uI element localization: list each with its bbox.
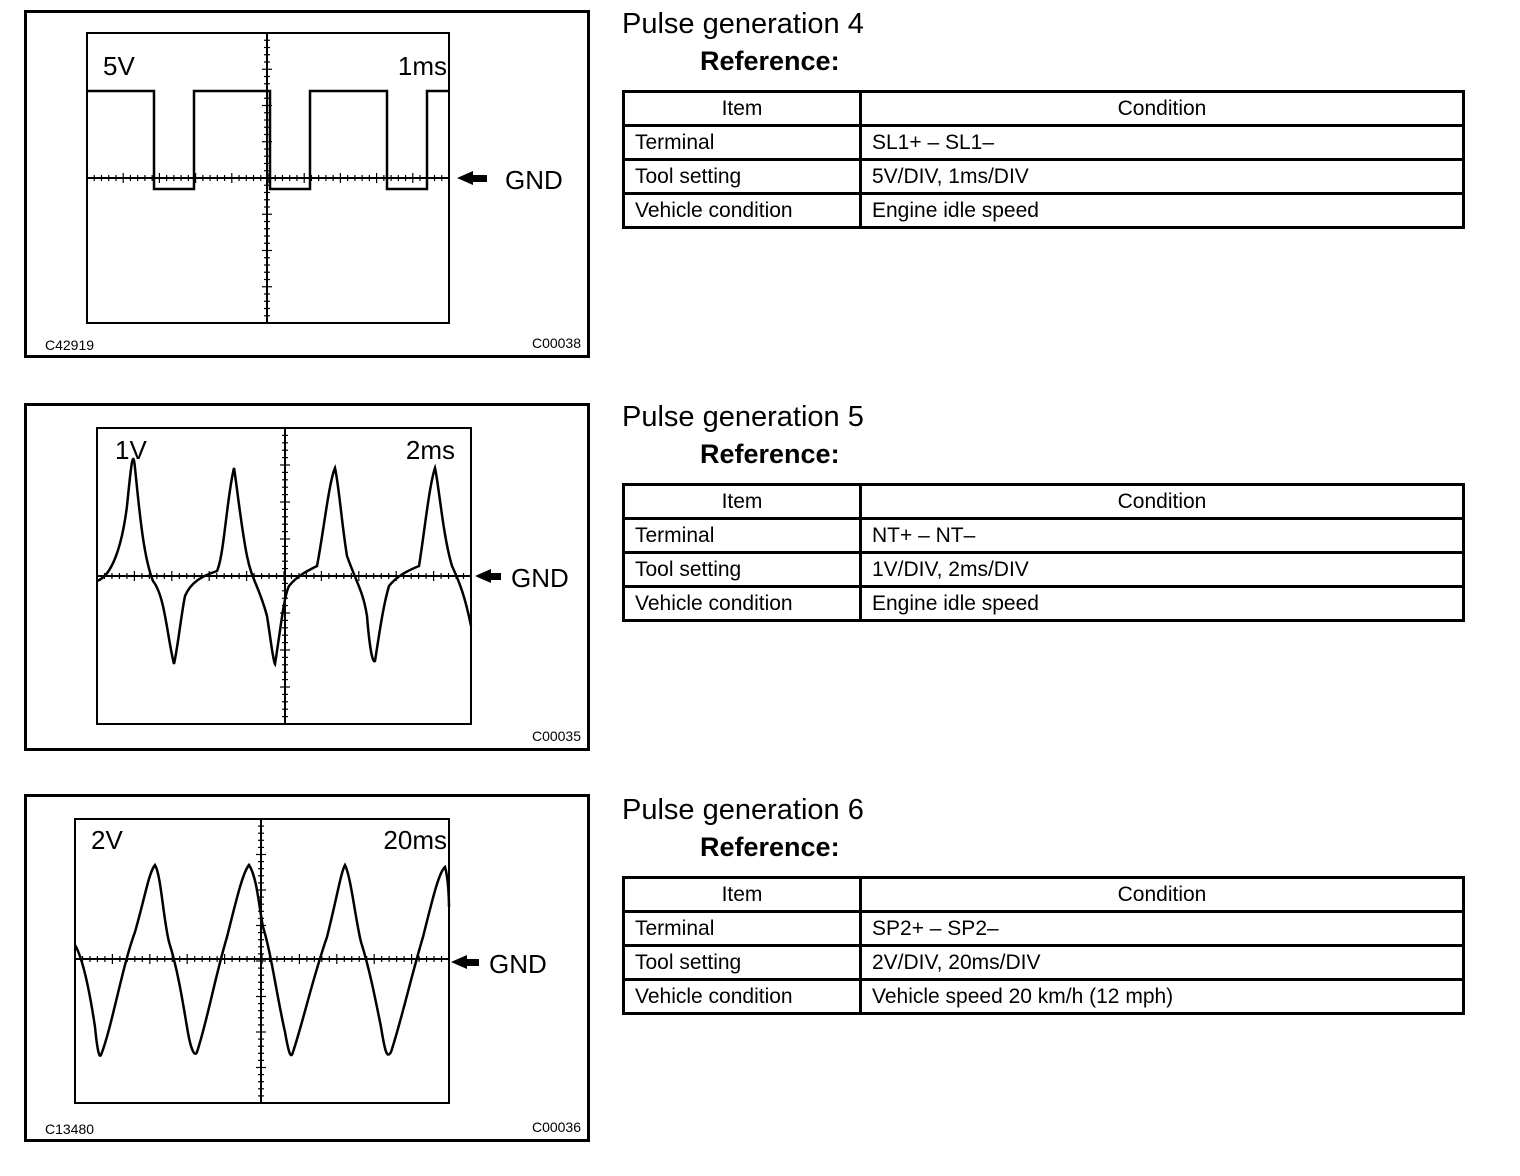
reference-label: Reference: (700, 46, 840, 76)
row-item: Vehicle condition (624, 587, 861, 621)
row-condition: NT+ – NT– (861, 519, 1464, 553)
volt-scale-label: 5V (103, 51, 135, 81)
row-condition: Engine idle speed (861, 587, 1464, 621)
row-item: Terminal (624, 519, 861, 553)
table-row (624, 912, 1464, 946)
row-condition: Engine idle speed (861, 194, 1464, 228)
waveform-plot (27, 797, 587, 1139)
time-scale-label: 1ms (397, 51, 447, 81)
row-condition: 2V/DIV, 20ms/DIV (861, 946, 1464, 980)
row-item: Tool setting (624, 160, 861, 194)
volt-scale-label: 1V (115, 435, 147, 465)
row-item: Vehicle condition (624, 980, 861, 1014)
figure-code-right: C00036 (531, 1119, 581, 1135)
table-row (624, 160, 1464, 194)
row-condition: 1V/DIV, 2ms/DIV (861, 553, 1464, 587)
table-row (624, 553, 1464, 587)
row-item: Vehicle condition (624, 194, 861, 228)
gnd-label: GND (511, 563, 569, 593)
row-condition: Vehicle speed 20 km/h (12 mph) (861, 980, 1464, 1014)
figure-code-right: C00035 (531, 728, 581, 744)
waveform-plot (27, 406, 587, 748)
figure-code-left: C42919 (45, 337, 95, 353)
section-title: Pulse generation 6 (622, 794, 864, 826)
gnd-arrow-icon (451, 955, 479, 969)
condition-table (622, 876, 1465, 1015)
scope-screen (24, 10, 590, 358)
figure-code-right: C00038 (531, 335, 581, 351)
gnd-arrow-icon (457, 171, 487, 185)
table-row (624, 946, 1464, 980)
header-condition: Condition (861, 878, 1464, 912)
reference-label: Reference: (700, 439, 840, 469)
figure-code-left: C13480 (45, 1121, 95, 1137)
header-condition: Condition (861, 92, 1464, 126)
volt-scale-label: 2V (91, 825, 123, 855)
row-item: Tool setting (624, 946, 861, 980)
time-scale-label: 20ms (383, 825, 447, 855)
header-item: Item (624, 878, 861, 912)
header-item: Item (624, 485, 861, 519)
row-condition: 5V/DIV, 1ms/DIV (861, 160, 1464, 194)
section-pulse-4 (0, 0, 1520, 380)
section-title: Pulse generation 5 (622, 401, 864, 433)
row-condition: SL1+ – SL1– (861, 126, 1464, 160)
gnd-label: GND (489, 949, 547, 979)
scope-screen (24, 794, 590, 1142)
header-item: Item (624, 92, 861, 126)
gnd-label: GND (505, 165, 563, 195)
row-item: Terminal (624, 126, 861, 160)
condition-table (622, 483, 1465, 622)
scope-screen (24, 403, 590, 751)
table-row (624, 126, 1464, 160)
row-item: Tool setting (624, 553, 861, 587)
row-item: Terminal (624, 912, 861, 946)
condition-table (622, 90, 1465, 229)
table-row (624, 194, 1464, 228)
table-row (624, 587, 1464, 621)
table-row (624, 519, 1464, 553)
waveform-plot (27, 13, 587, 355)
table-header-row (624, 485, 1464, 519)
row-condition: SP2+ – SP2– (861, 912, 1464, 946)
header-condition: Condition (861, 485, 1464, 519)
gnd-arrow-icon (475, 569, 501, 583)
table-row (624, 980, 1464, 1014)
section-title: Pulse generation 4 (622, 8, 864, 40)
reference-label: Reference: (700, 832, 840, 862)
table-header-row (624, 92, 1464, 126)
section-pulse-5 (0, 393, 1520, 773)
table-header-row (624, 878, 1464, 912)
section-pulse-6 (0, 786, 1520, 1166)
time-scale-label: 2ms (405, 435, 455, 465)
